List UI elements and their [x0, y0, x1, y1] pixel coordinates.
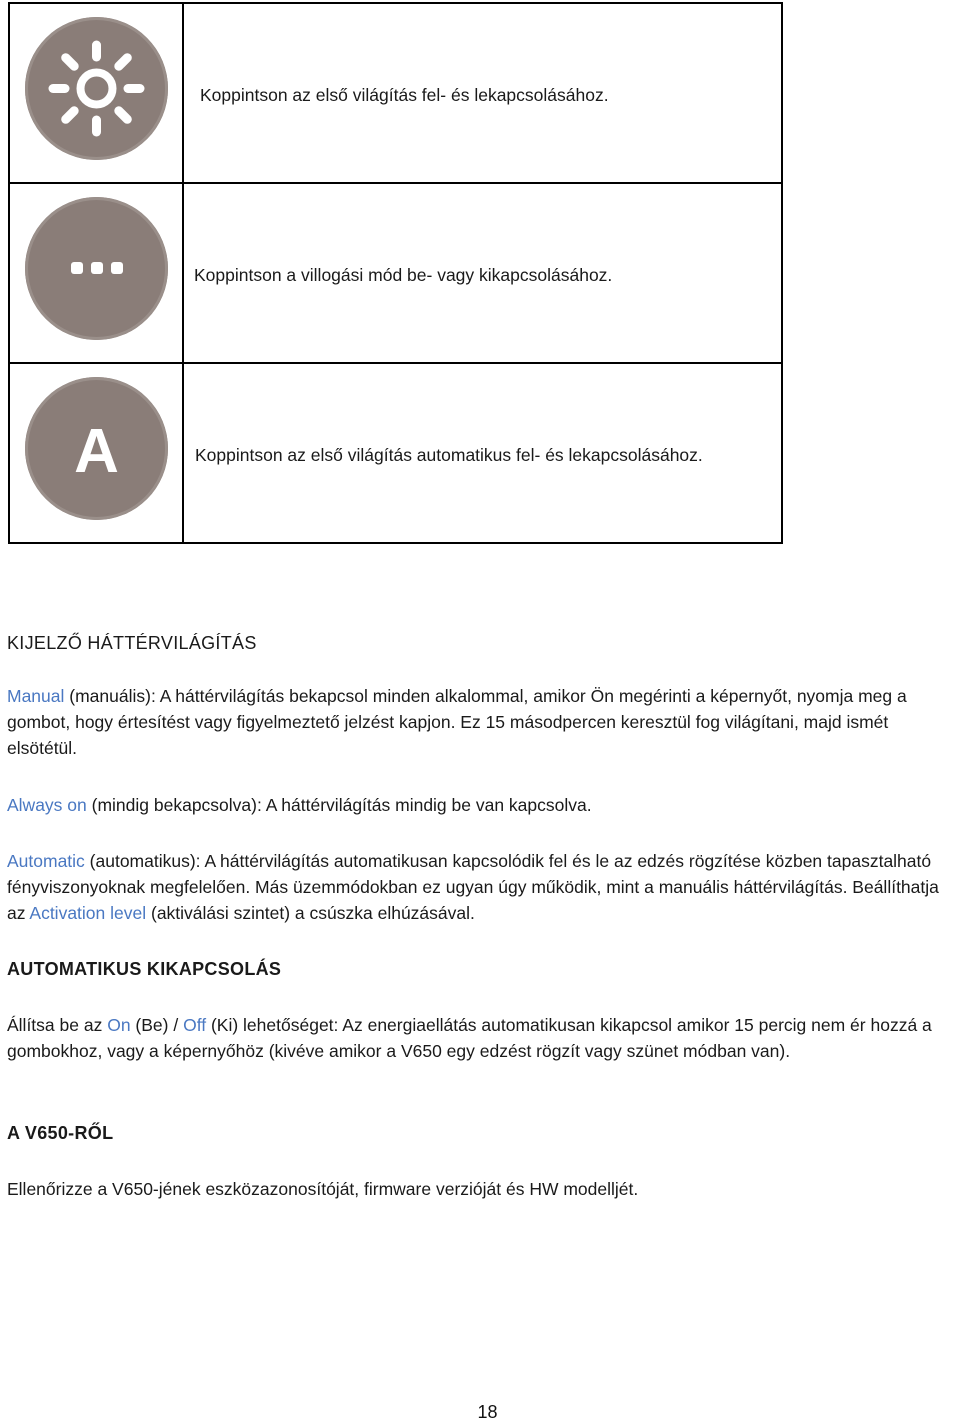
icon-cell	[9, 3, 183, 183]
term-manual: Manual	[7, 686, 65, 706]
paragraph-always-on: Always on (mindig bekapcsolva): A háttérvilágítás mindig be van kapcsolva.	[7, 795, 592, 815]
paragraph-automatic: Automatic (automatikus): A háttérvilágítás automatikusan kapcsolódik fel és le az edzés rögzítése közben tapasztalható fényviszonyoknak megfelelően. Más üzemmódokban ez ugyan úgy működik, mint a manuális háttérvilágítás. Beállíthatja az Activation level (aktiválási szintet) a csúszka elhúzásával.	[7, 851, 939, 923]
term-activation-level: Activation level	[29, 903, 147, 923]
paragraph-manual: Manual (manuális): A háttérvilágítás bekapcsol minden alkalommal, amikor Ön megérinti a képernyőt, nyomja meg a gombot, hogy értesítést vagy figyelmeztető jelzést kapjon. Ez 15 másodpercen keresztül fog világítani, majd ismét elsötétül.	[7, 686, 907, 758]
dots-icon	[25, 197, 168, 340]
section-heading-auto-off: AUTOMATIKUS KIKAPCSOLÁS	[7, 959, 282, 979]
section-heading-backlight: KIJELZŐ HÁTTÉRVILÁGÍTÁS	[7, 633, 257, 653]
icon-legend-table	[8, 2, 783, 544]
paragraph-auto-off: Állítsa be az On (Be) / Off (Ki) lehetőséget: Az energiaellátás automatikusan kikapcsol amikor 15 percig nem ér hozzá a gombokhoz, vagy a képernyőhöz (kivéve amikor a V650 egy edzést rögzít vagy szünet módban van).	[7, 1015, 932, 1061]
section-heading-about: A V650-RŐL	[7, 1123, 114, 1143]
svg-text:A: A	[74, 417, 119, 486]
icon-row-flash-mode	[9, 183, 782, 363]
sun-icon	[25, 17, 168, 160]
term-off: Off	[183, 1015, 207, 1035]
page-number: 18	[477, 1402, 498, 1422]
icon-description	[183, 363, 782, 543]
icon-row-front-light	[9, 3, 782, 183]
term-automatic: Automatic	[7, 851, 85, 871]
term-on: On	[107, 1015, 131, 1035]
icon-row-auto-light	[9, 363, 782, 543]
letter-a-icon	[25, 377, 168, 520]
term-always-on: Always on	[7, 795, 87, 815]
flash-mode-description: Koppintson a villogási mód be- vagy kikapcsolásához.	[194, 264, 613, 285]
auto-light-button	[25, 377, 168, 520]
flash-mode-button	[25, 197, 168, 340]
paragraph-about: Ellenőrizze a V650-jének eszközazonosítóját, firmware verzióját és HW modelljét.	[7, 1179, 639, 1199]
icon-cell	[9, 183, 183, 363]
icon-cell	[9, 363, 183, 543]
front-light-description: Koppintson az első világítás fel- és lekapcsolásához.	[200, 84, 609, 105]
front-light-button	[25, 17, 168, 160]
icon-description	[183, 3, 782, 183]
auto-light-description: Koppintson az első világítás automatikus fel- és lekapcsolásához.	[195, 444, 703, 465]
icon-description	[183, 183, 782, 363]
